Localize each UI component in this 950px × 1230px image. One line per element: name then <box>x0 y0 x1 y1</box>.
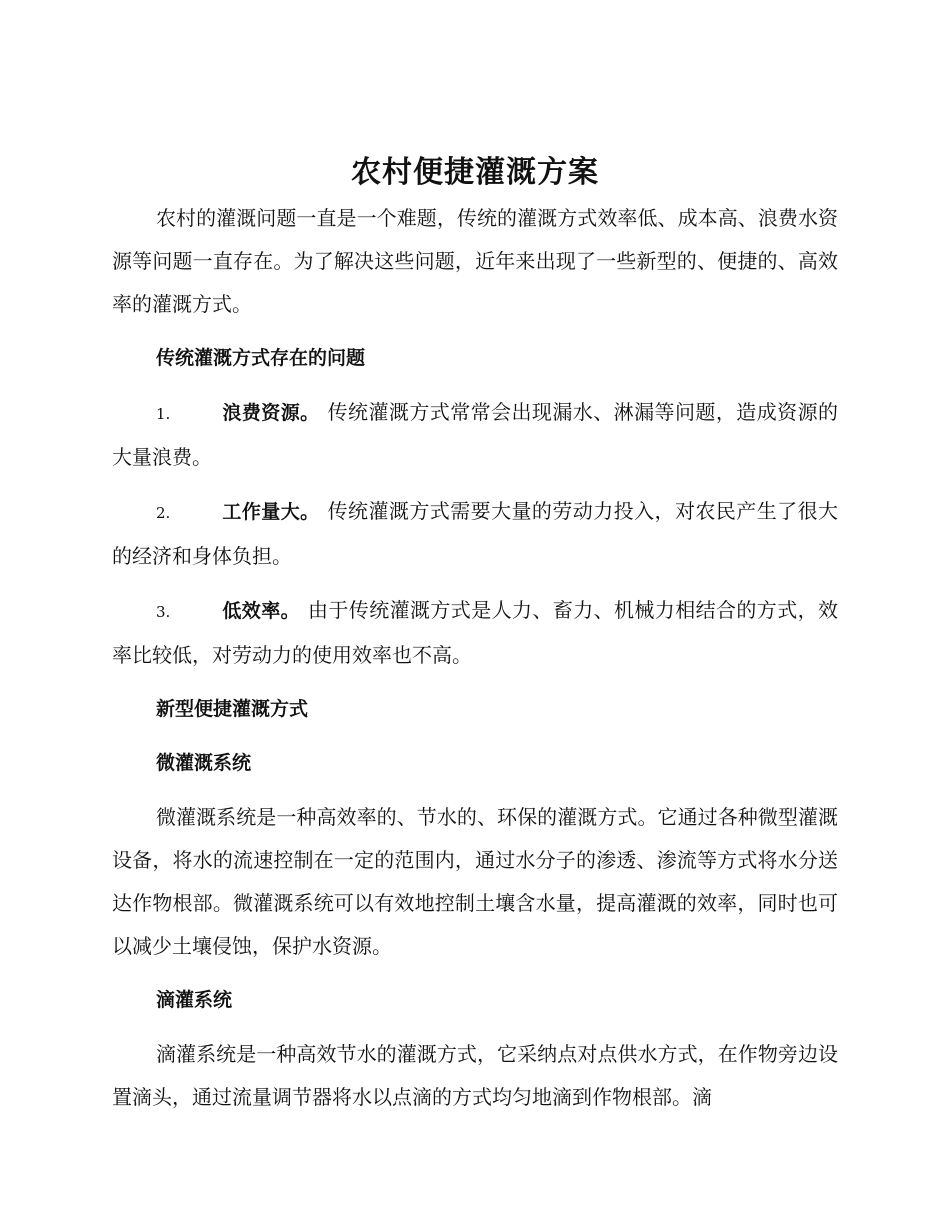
list-number: 3. <box>156 603 171 621</box>
section-heading-new-methods: 新型便捷灌溉方式 <box>156 698 309 720</box>
list-item <box>112 589 838 677</box>
list-item-lead: 工作量大。 <box>222 501 320 523</box>
section-heading-problems: 传统灌溉方式存在的问题 <box>156 347 366 369</box>
list-number: 2. <box>156 504 171 522</box>
list-item <box>112 490 838 578</box>
drip-irrigation-paragraph: 滴灌系统是一种高效节水的灌溉方式，它采纳点对点供水方式，在作物旁边设置滴头，通过流量调节器将水以点滴的方式均匀地滴到作物根部。滴 <box>112 1042 838 1109</box>
document-page <box>112 145 838 1119</box>
list-number: 1. <box>156 405 171 423</box>
list-item-text: 传统灌溉方式需要大量的劳动力投入，对农民产生了很大的经济和身体负担。 <box>112 499 838 568</box>
subsection-heading-micro-irrigation: 微灌溉系统 <box>156 752 252 774</box>
micro-irrigation-paragraph: 微灌溉系统是一种高效率的、节水的、环保的灌溉方式。它通过各种微型灌溉设备，将水的流速控制在一定的范围内，通过水分子的渗透、渗流等方式将水分送达作物根部。微灌溉系统可以有效地控制土壤含水量，提高灌溉的效率，同时也可以减少土壤侵蚀，保护水资源。 <box>112 805 838 958</box>
list-item-lead: 低效率。 <box>222 600 300 622</box>
list-item <box>112 391 838 479</box>
intro-paragraph: 农村的灌溉问题一直是一个难题，传统的灌溉方式效率低、成本高、浪费水资源等问题一直存在。为了解决这些问题，近年来出现了一些新型的、便捷的、高效率的灌溉方式。 <box>112 206 838 316</box>
list-item-text: 传统灌溉方式常常会出现漏水、淋漏等问题，造成资源的大量浪费。 <box>112 400 838 469</box>
document-title: 农村便捷灌溉方案 <box>351 155 599 190</box>
list-item-lead: 浪费资源。 <box>222 402 320 424</box>
subsection-heading-drip-irrigation: 滴灌系统 <box>156 989 233 1011</box>
list-item-text: 由于传统灌溉方式是人力、畜力、机械力相结合的方式，效率比较低，对劳动力的使用效率也不高。 <box>112 598 838 667</box>
